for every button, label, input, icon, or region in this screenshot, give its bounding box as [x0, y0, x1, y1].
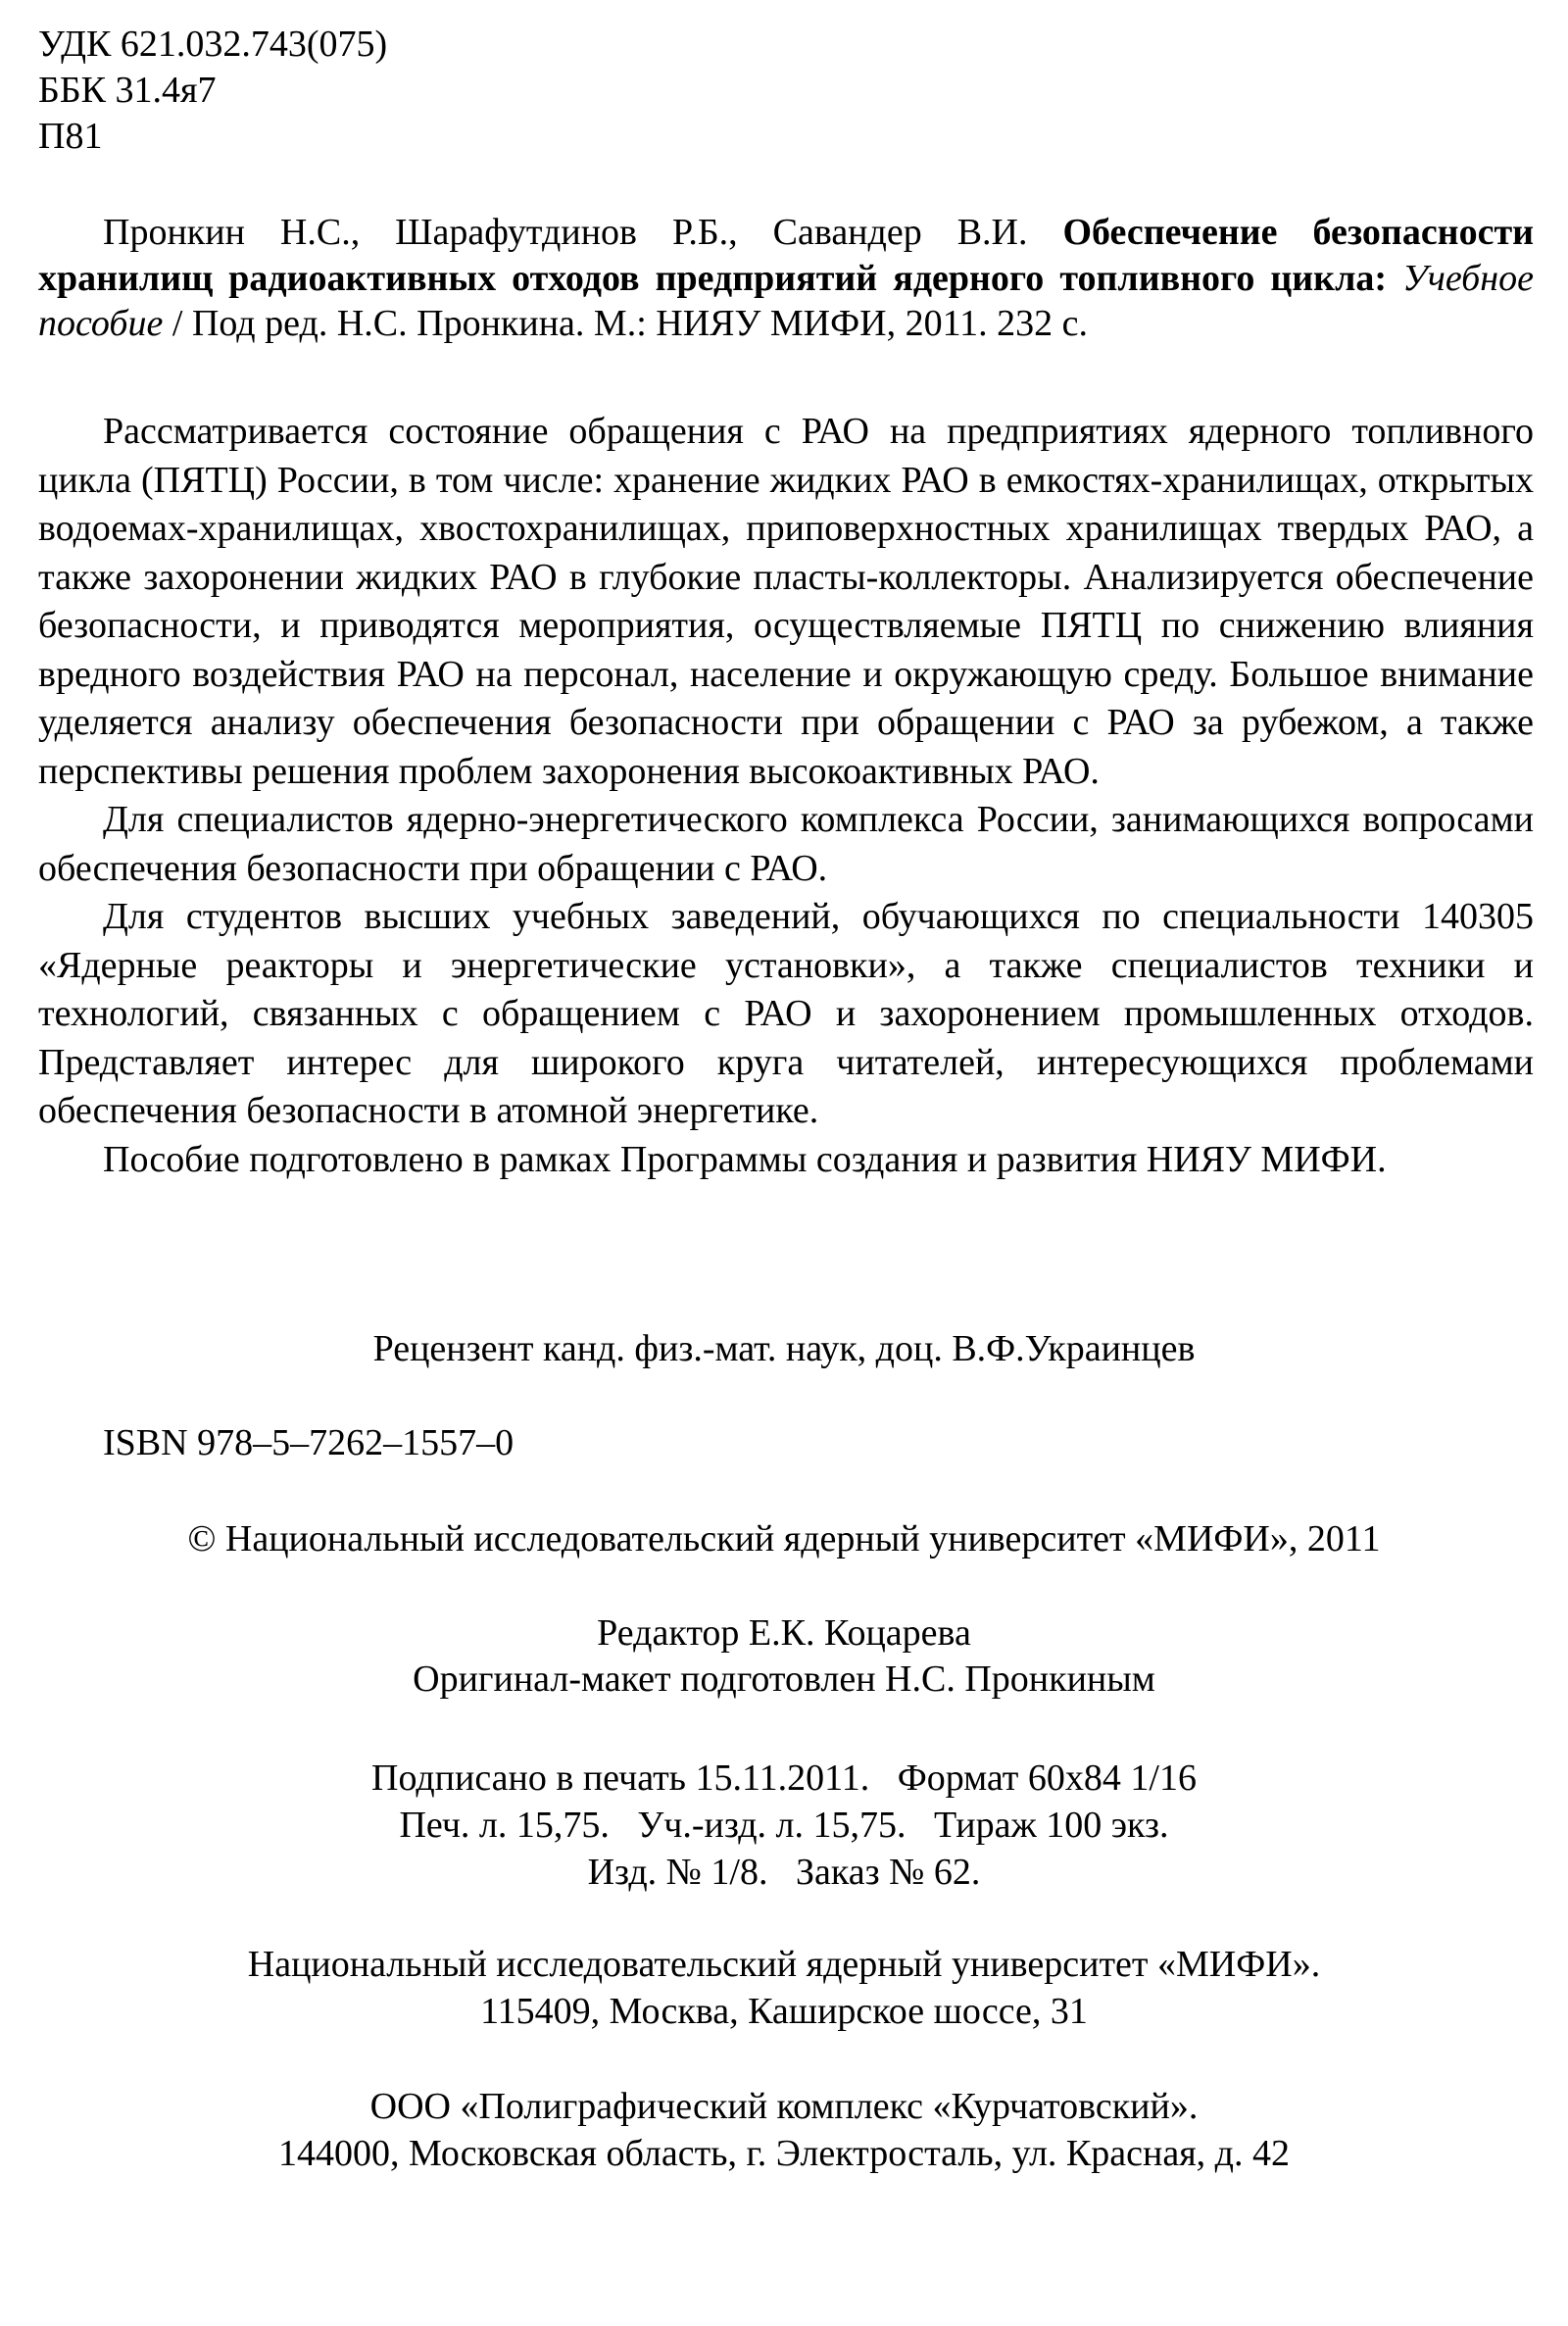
author-mark: П81: [38, 116, 103, 157]
publisher-name: Национальный исследовательский ядерный университет «МИФИ».: [247, 1944, 1321, 1985]
classification-codes: [38, 22, 387, 160]
abstract-paragraph: Рассматривается состояние обращения с РАО на предприятиях ядерного топливного цикла (ПЯТЦ) России, в том числе: хранение жидких РАО в емкостях-хранилищах, открытых водоемах-хранилищах, хвостохранилищах, приповерхностных хранилищах твердых РАО, а также захоронении жидких РАО в глубокие пласты-коллекторы. Анализируется обеспечение безопасности, и приводятся мероприятия, осуществляемые ПЯТЦ по снижению влияния вредного воздействия РАО на персонал, население и окружающую среду. Большое внимание уделяется анализу обеспечения безопасности при обращении с РАО за рубежом, а также перспективы решения проблем захоронения высокоактивных РАО.: [38, 411, 1534, 792]
reviewer: Рецензент канд. физ.-мат. наук, доц. В.Ф.Украинцев: [372, 1328, 1196, 1369]
print-info-line: Печ. л. 15,75. Уч.-изд. л. 15,75. Тираж 100 экз.: [399, 1805, 1169, 1846]
udk-code: УДК 621.032.743(075): [38, 24, 388, 65]
abstract-paragraph: Для специалистов ядерно-энергетического комплекса России, занимающихся вопросами обеспечения безопасности при обращении с РАО.: [38, 799, 1534, 889]
copyright: © Национальный исследовательский ядерный университет «МИФИ», 2011: [187, 1518, 1381, 1559]
biblio-authors: Пронкин Н.С., Шарафутдинов Р.Б., Савандер В.И.: [103, 212, 1028, 253]
layout-credit: Оригинал-макет подготовлен Н.С. Пронкиным: [413, 1658, 1155, 1700]
abstract: [38, 408, 1534, 1184]
print-info: [0, 1755, 1568, 1896]
print-info-line: Подписано в печать 15.11.2011. Формат 60х84 1/16: [371, 1757, 1197, 1799]
credits: [0, 1610, 1568, 1703]
abstract-paragraph: Пособие подготовлено в рамках Программы создания и развития НИЯУ МИФИ.: [103, 1138, 1387, 1180]
isbn: ISBN 978–5–7262–1557–0: [103, 1422, 514, 1463]
printer: [0, 2083, 1568, 2177]
editor-credit: Редактор Е.К. Коцарева: [597, 1612, 971, 1654]
publisher-address: 115409, Москва, Каширское шоссе, 31: [480, 1991, 1088, 2032]
print-info-line: Изд. № 1/8. Заказ № 62.: [587, 1852, 981, 1893]
printer-name: ООО «Полиграфический комплекс «Курчатовский».: [369, 2086, 1199, 2127]
printer-address: 144000, Московская область, г. Электросталь, ул. Красная, д. 42: [277, 2133, 1291, 2174]
bibliographic-record: [38, 210, 1534, 347]
biblio-genre: Учебное пособие: [38, 257, 1535, 344]
publisher: [0, 1941, 1568, 2035]
biblio-imprint: / Под ред. Н.С. Пронкина. М.: НИЯУ МИФИ, 2011. 232 с.: [172, 303, 1089, 344]
biblio-title: Обеспечение безопасности хранилищ радиоактивных отходов предприятий ядерного топливного цикла:: [38, 212, 1535, 299]
bbk-code: ББК 31.4я7: [38, 70, 217, 111]
abstract-paragraph: Для студентов высших учебных заведений, обучающихся по специальности 140305 «Ядерные реакторы и энергетические установки», а также специалистов техники и технологий, связанных с обращением с РАО и захоронением промышленных отходов. Представляет интерес для широкого круга читателей, интересующихся проблемами обеспечения безопасности в атомной энергетике.: [38, 896, 1534, 1131]
